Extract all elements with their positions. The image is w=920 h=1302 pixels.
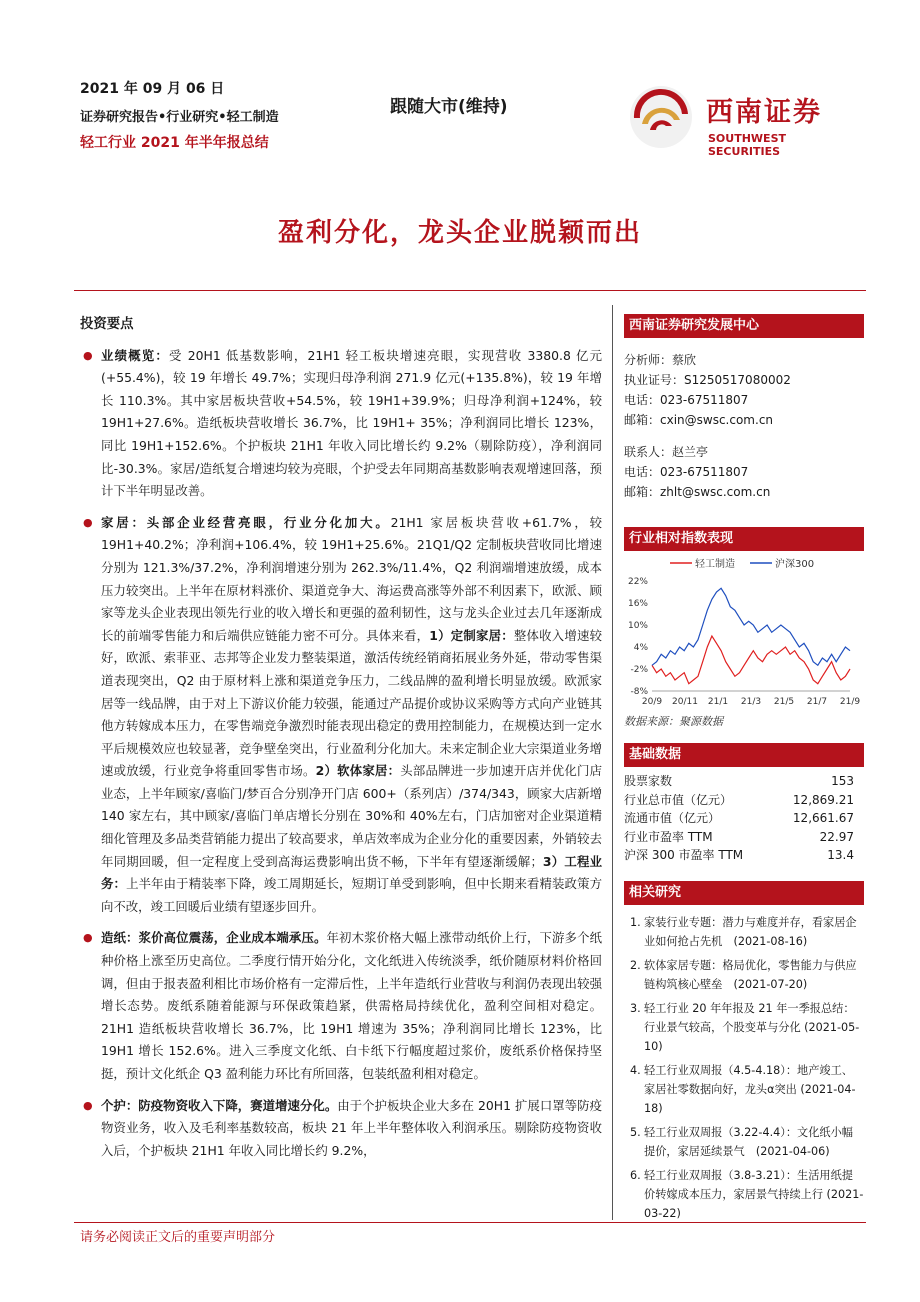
- point-sublead: 2）软体家居：: [315, 763, 401, 779]
- investment-points: [80, 314, 602, 1171]
- x-tick-label: 20/11: [672, 697, 698, 707]
- research-num: 3.: [630, 1001, 641, 1015]
- logo-emblem-icon: [628, 84, 694, 150]
- y-tick-label: -8%: [630, 687, 648, 697]
- report-type: 证券研究报告•行业研究•轻工制造: [80, 110, 279, 125]
- y-tick-label: 4%: [633, 643, 648, 653]
- research-center-bar: 西南证券研究发展中心: [624, 314, 864, 338]
- point-text: 整体收入增速较好，欧派、索菲亚、志邦等企业发力整装渠道，激活传统经销商拓展业务外延，带动零售渠道表现突出，Q2 由于原材料上涨和渠道竞争压力，二线品牌的盈利增长明显放缓。欧派家居等一线品牌，由于对上下游议价能力较强，能通过产品提价或协议采购等方式向产业链其他方转嫁成本压力，在零售端竞争激烈时能表现出稳定的费用控制能力，在规模达到一定水平后规模效应也较显著，竞争壁垒突出，行业盈利分化加大。未来定制企业大宗渠道业务增速或放缓，行业竞争将重回零售市场。: [101, 627, 602, 779]
- logo-text-cn: 西南证券: [706, 97, 822, 128]
- metric-label: 行业市盈率 TTM: [624, 829, 713, 844]
- x-tick-label: 21/7: [806, 697, 828, 707]
- research-num: 1.: [630, 915, 641, 929]
- research-text: 软体家居专题：格局优化，零售能力与供应链构筑核心壁垒 (2021-07-20): [644, 958, 857, 991]
- column-divider: [612, 305, 613, 1220]
- analyst-phone: 电话：023-67511807: [624, 393, 749, 407]
- x-tick-label: 21/3: [740, 697, 762, 707]
- research-item[interactable]: [630, 1061, 864, 1118]
- research-text: 轻工行业双周报（3.8-3.21）：生活用纸提价转嫁成本压力，家居景气持续上行 (2021-03-22): [644, 1168, 864, 1220]
- analyst-license: 执业证号：S1250517080002: [624, 373, 791, 387]
- y-tick-label: 22%: [627, 577, 648, 587]
- research-text: 轻工行业双周报（3.22-4.4）：文化纸小幅提价，家居延续景气 (2021-04-06): [644, 1125, 853, 1158]
- point-text: 21H1 家居板块营收+61.7%，较 19H1+40.2%；净利润+106.4%，较 19H1+25.6%。21Q1/Q2 定制板块营收同比增速分别为 121.3%/37.2%，净利润增速分别为 262.3%/11.4%，Q2 利润端增速放缓，成本压力较突出。上半年在原材料涨价、渠道竞争大、海运费高涨等外部不利因素下，欧派、顾家等龙头企业表现出领先行业的收入增长和更强的盈利韧性，这与龙头企业过去几年逐渐成长的前端零售能力和后端供应链能力密不可分。具体来看，: [101, 514, 603, 643]
- research-item[interactable]: [630, 956, 864, 994]
- y-tick-label: 10%: [627, 621, 648, 631]
- research-item[interactable]: [630, 999, 864, 1056]
- analyst-email[interactable]: 邮箱：cxin@swsc.com.cn: [624, 413, 774, 427]
- bullet-icon: ●: [83, 931, 93, 945]
- metric-row: [624, 772, 864, 791]
- metric-value: 22.97: [819, 829, 854, 844]
- report-date: 2021 年 09 月 06 日: [80, 81, 225, 97]
- point-lead: 造纸：浆价高位震荡，企业成本端承压。: [101, 930, 327, 946]
- point-text: 受 20H1 低基数影响，21H1 轻工板块增速亮眼，实现营收 3380.8 亿元(+55.4%)，较 19 年增长 49.7%；实现归母净利润 271.9 亿元(+135.8%)，较 19 年增长 110.3%。其中家居板块营收+54.5%，较 19H1+39.9%；归母净利润+124%，较 19H1+27.6%。造纸板块营收增长 36.7%，比 19H1+ 35%；净利润同比增长 123%，同比 19H1+152.6%。个护板块 21H1 年收入同比增长约 9.2%（剔除防疫），净利润同比-30.3%。家居/造纸复合增速均较为亮眼，个护受去年同期高基数影响表观增速回落，预计下半年明显改善。: [101, 347, 603, 499]
- report-header: [80, 76, 860, 156]
- x-tick-label: 21/1: [707, 697, 729, 707]
- point-sublead: 3）工程业务：: [101, 853, 603, 892]
- point-lead: 个护：防疫物资收入下降，赛道增速分化。: [101, 1097, 338, 1113]
- contact-name: 联系人：赵兰亭: [624, 445, 709, 459]
- research-num: 4.: [630, 1063, 641, 1077]
- metric-label: 沪深 300 市盈率 TTM: [624, 848, 744, 862]
- x-tick-label: 21/5: [773, 697, 795, 707]
- analyst-name: 分析师：蔡欣: [624, 353, 697, 367]
- metric-row: [624, 828, 864, 847]
- related-research-bar: 相关研究: [624, 881, 864, 905]
- metric-row: [624, 809, 864, 828]
- contact-info: [624, 442, 864, 502]
- point-lead: 家居：头部企业经营亮眼，行业分化加大。: [101, 514, 391, 530]
- metric-label: 股票家数: [624, 774, 673, 788]
- legend-label: 轻工制造: [695, 559, 735, 570]
- research-item[interactable]: [630, 1123, 864, 1161]
- rating: 跟随大市(维持): [390, 97, 508, 117]
- metric-value: 13.4: [827, 848, 854, 862]
- analyst-info: [624, 350, 864, 430]
- y-tick-label: 16%: [627, 599, 648, 609]
- research-text: 轻工行业双周报（4.5-4.18）：地产竣工、家居社零数据向好，龙头α突出 (2021-04-18): [644, 1063, 856, 1115]
- contact-email[interactable]: 邮箱：zhlt@swsc.com.cn: [624, 485, 771, 499]
- title-divider: [74, 290, 866, 291]
- bullet-icon: ●: [83, 1098, 93, 1112]
- main-title: 盈利分化，龙头企业脱颖而出: [277, 218, 642, 248]
- metric-row: [624, 846, 864, 865]
- point-text: 上半年由于精装率下降，竣工周期延长，短期订单受到影响，但中长期来看精装政策方向不改，竣工回暖后业绩有望逐步回升。: [101, 876, 603, 914]
- research-item[interactable]: [630, 913, 864, 951]
- relative-index-chart: [624, 551, 864, 711]
- metric-value: 12,869.21: [792, 792, 854, 807]
- point-text: 由于个护板块企业大多在 20H1 扩展口罩等防疫物资业务，收入及毛利率基数较高，板块 21 年上半年整体收入利润承压。剔除防疫物资收入后，个护板块 21H1 年收入同比增长约 9.2%，: [101, 1097, 602, 1158]
- series-line: [652, 636, 850, 684]
- basic-data-bar: 基础数据: [624, 743, 864, 767]
- y-tick-label: -2%: [630, 665, 648, 675]
- sidebar: [624, 314, 864, 1228]
- report-subtitle: 轻工行业 2021 年半年报总结: [80, 135, 269, 151]
- bullet-icon: ●: [83, 348, 93, 362]
- metric-label: 行业总市值（亿元）: [624, 792, 733, 807]
- metric-label: 流通市值（亿元）: [624, 811, 721, 825]
- metric-value: 153: [831, 774, 854, 788]
- point-text: 年初木浆价格大幅上涨带动纸价上行，下游多个纸种价格上涨至历史高位。二季度行情开始分化，文化纸进入传统淡季，纸价随原材料价格回调，但由于报表盈利相比市场价格有一定滞后性，上半年造纸行业营收与利润仍表现出较强增长态势。废纸系随着能源与环保政策趋紧，供需格局持续优化，盈利空间相对稳定。21H1 造纸板块营收增长 36.7%，比 19H1 增速为 35%；净利润同比增长 123%，比 19H1 增长 152.6%。进入三季度文化纸、白卡纸下行幅度超过浆价，废纸系价格保持坚挺，预计文化纸企 Q3 盈利能力环比有所回落，包装纸盈利相对稳定。: [101, 930, 603, 1081]
- point-personal-care: [80, 1095, 602, 1163]
- research-text: 家装行业专题：潜力与难度并存，看家居企业如何抢占先机 (2021-08-16): [644, 915, 857, 948]
- chart-canvas: [624, 551, 864, 711]
- chart-heading-bar: 行业相对指数表现: [624, 527, 864, 551]
- metric-row: [624, 791, 864, 810]
- point-paper: [80, 927, 602, 1085]
- x-tick-label: 21/9: [839, 697, 861, 707]
- legend-label: 沪深300: [775, 559, 815, 570]
- point-sublead: 1）定制家居：: [429, 627, 514, 643]
- company-logo: [628, 82, 860, 158]
- related-research-list: [624, 913, 864, 1223]
- research-num: 5.: [630, 1125, 641, 1139]
- bullet-icon: ●: [83, 515, 93, 529]
- research-num: 2.: [630, 958, 641, 972]
- research-num: 6.: [630, 1168, 641, 1182]
- footer-disclaimer: 请务必阅读正文后的重要声明部分: [80, 1230, 276, 1245]
- point-text: 头部品牌进一步加速开店并优化门店业态，上半年顾家/喜临门/梦百合分别净开门店 600+（系列店）/374/343，顾家大店新增 140 家左右，其中顾家/喜临门单店增长分别在 30%和 40%左右，门店加密对企业渠道精细化管理及多品类营销能力提出了较高要求，单店效率成为企业分化的重要因素，外销较去年同期回暖，但一定程度上受到高海运费影响出货不畅，下半年有望逐渐缓解；: [101, 763, 602, 869]
- point-lead: 业绩概览：: [101, 347, 169, 363]
- x-tick-label: 20/9: [641, 697, 663, 707]
- logo-text-en: SOUTHWEST SECURITIES: [708, 132, 786, 158]
- metric-value: 12,661.67: [792, 811, 854, 825]
- footer-divider: [74, 1222, 866, 1223]
- contact-phone: 电话：023-67511807: [624, 465, 749, 479]
- point-home-furnishing: [80, 512, 602, 919]
- research-item[interactable]: [630, 1166, 864, 1223]
- research-text: 轻工行业 20 年年报及 21 年一季报总结：行业景气较高，个股变革与分化 (2021-05-10): [644, 1001, 860, 1053]
- basic-data-table: [624, 772, 864, 865]
- chart-source: 数据来源：聚源数据: [624, 715, 723, 728]
- point-performance: [80, 345, 602, 503]
- investment-heading: 投资要点: [80, 317, 134, 332]
